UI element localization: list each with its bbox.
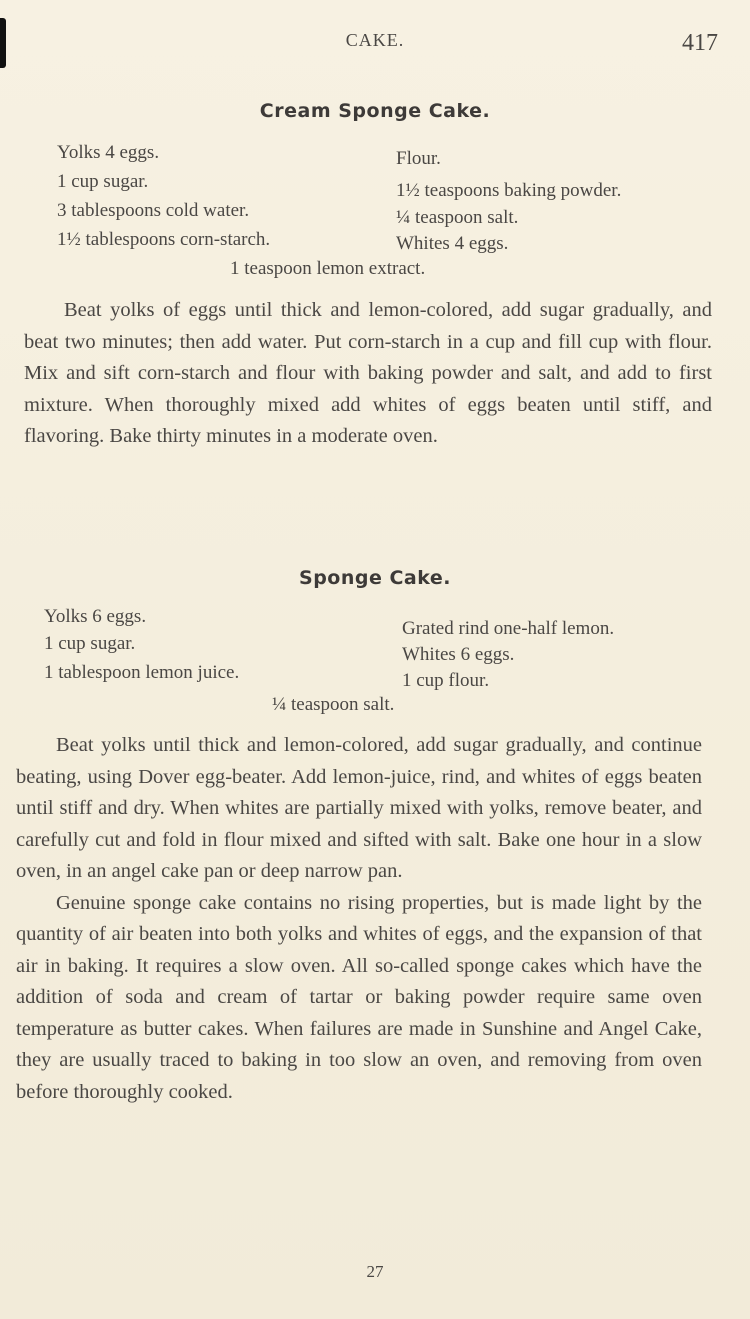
ingredient: 1½ tablespoons corn-starch. <box>57 229 271 250</box>
page-number: 417 <box>682 30 718 56</box>
recipe-directions <box>24 295 712 453</box>
recipe-title-sponge-cake: Sponge Cake. <box>299 567 451 589</box>
running-head: CAKE. <box>345 30 405 50</box>
paragraph: Beat yolks until thick and lemon-colored, add sugar gradually, and continue beating, using Dover egg-beater. Add lemon-juice, rind, and whites of eggs beaten until stiff and dry. When whites are partially mixed with yolks, remove beater, and carefully cut and fold in flour mixed and sifted with salt. Bake one hour in a slow oven, in an angel cake pan or deep narrow pan. <box>16 734 702 882</box>
ingredient: Flour. <box>396 148 441 169</box>
ingredient: 1 cup sugar. <box>44 633 136 654</box>
recipe-title-cream-sponge-cake: Cream Sponge Cake. <box>259 100 491 122</box>
ingredient: Grated rind one-half lemon. <box>402 618 615 639</box>
recipe-directions <box>16 730 702 1108</box>
ingredient: Whites 6 eggs. <box>402 644 515 665</box>
ingredient: Yolks 6 eggs. <box>44 606 147 627</box>
ingredient: 1 teaspoon lemon extract. <box>230 258 426 279</box>
ingredient: 1 tablespoon lemon juice. <box>44 662 240 683</box>
signature-number: 27 <box>366 1262 384 1281</box>
ingredient: 3 tablespoons cold water. <box>57 200 250 221</box>
ingredient: 1½ teaspoons baking powder. <box>396 180 622 201</box>
ingredient: Yolks 4 eggs. <box>57 142 160 163</box>
paragraph: Beat yolks of eggs until thick and lemon-colored, add sugar gradually, and beat two minutes; then add water. Put corn-starch in a cup and fill cup with flour. Mix and sift corn-starch and flour with baking powder and salt, and add to first mixture. When thoroughly mixed add whites of eggs beaten until stiff, and flavoring. Bake thirty minutes in a moderate oven. <box>24 299 712 447</box>
ingredient: Whites 4 eggs. <box>396 233 509 254</box>
ingredient: ¼ teaspoon salt. <box>272 694 395 715</box>
ingredient: ¼ teaspoon salt. <box>396 207 519 228</box>
ingredient: 1 cup sugar. <box>57 171 149 192</box>
paragraph: Genuine sponge cake contains no rising properties, but is made light by the quantity of air beaten into both yolks and whites of eggs, and the expansion of that air in baking. It requires a slow oven. All so-called sponge cakes which have the addition of soda and cream of tartar or baking powder require same oven temperature as butter cakes. When failures are made in Sunshine and Angel Cake, they are usually traced to baking in too slow an oven, and removing from oven before thoroughly cooked. <box>16 891 702 1103</box>
ingredient: 1 cup flour. <box>402 670 490 691</box>
